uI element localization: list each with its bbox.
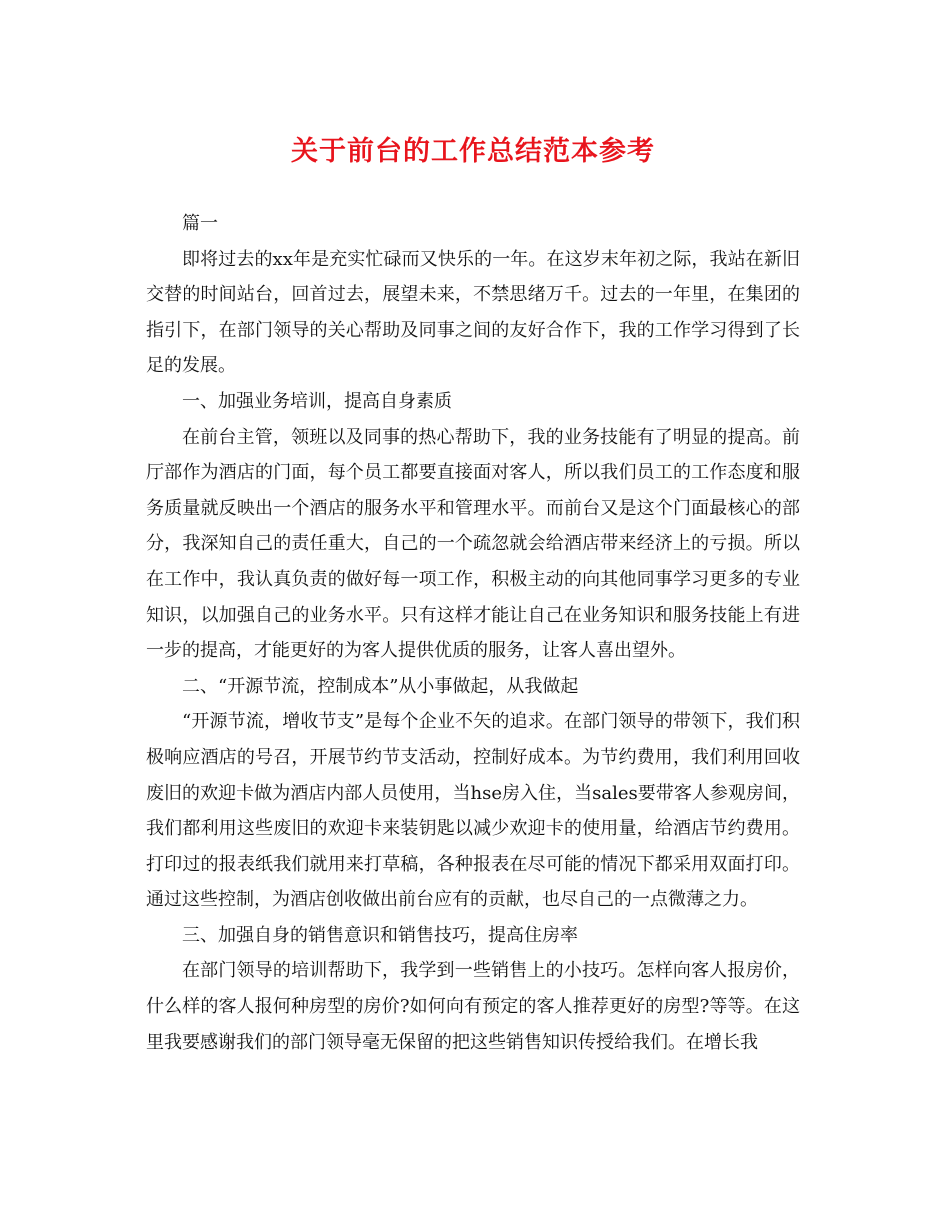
document-body — [146, 206, 800, 1060]
heading-section-3: 三、加强自身的销售意识和销售技巧，提高住房率 — [182, 924, 578, 946]
paragraph-section-3: 在部门领导的培训帮助下，我学到一些销售上的小技巧。怎样向客人报房价，什么样的客人报何种房型的房价?如何向有预定的客人推荐更好的房型?等等。在这里我要感谢我们的部门领导毫无保留的把这些销售知识传授给我们。在增长我 — [146, 960, 800, 1053]
heading-section-2: 二、“开源节流，控制成本”从小事做起，从我做起 — [182, 675, 579, 697]
heading-section-1: 一、加强业务培训，提高自身素质 — [182, 390, 452, 412]
paragraph-section-1: 在前台主管，领班以及同事的热心帮助下，我的业务技能有了明显的提高。前厅部作为酒店的门面，每个员工都要直接面对客人，所以我们员工的工作态度和服务质量就反映出一个酒店的服务水平和管理水平。而前台又是这个门面最核心的部分，我深知自己的责任重大，自己的一个疏忽就会给酒店带来经济上的亏损。所以在工作中，我认真负责的做好每一项工作，积极主动的向其他同事学习更多的专业知识，以加强自己的业务水平。只有这样才能让自己在业务知识和服务技能上有进一步的提高，才能更好的为客人提供优质的服务，让客人喜出望外。 — [146, 426, 800, 662]
paragraph-intro: 即将过去的xx年是充实忙碌而又快乐的一年。在这岁末年初之际，我站在新旧交替的时间站台，回首过去，展望未来，不禁思绪万千。过去的一年里，在集团的指引下，在部门领导的关心帮助及同事之间的友好合作下，我的工作学习得到了长足的发展。 — [146, 248, 800, 377]
paragraph-section-2: “开源节流，增收节支”是每个企业不矢的追求。在部门领导的带领下，我们积极响应酒店的号召，开展节约节支活动，控制好成本。为节约费用，我们利用回收废旧的欢迎卡做为酒店内部人员使用，当hse房入住，当sales要带客人参观房间，我们都利用这些废旧的欢迎卡来装钥匙以减少欢迎卡的使用量，给酒店节约费用。打印过的报表纸我们就用来打草稿，各种报表在尽可能的情况下都采用双面打印。通过这些控制，为酒店创收做出前台应有的贡献，也尽自己的一点微薄之力。 — [146, 711, 800, 911]
paragraph-section-label: 篇一 — [182, 213, 218, 234]
document-title: 关于前台的工作总结范本参考 — [291, 136, 655, 167]
